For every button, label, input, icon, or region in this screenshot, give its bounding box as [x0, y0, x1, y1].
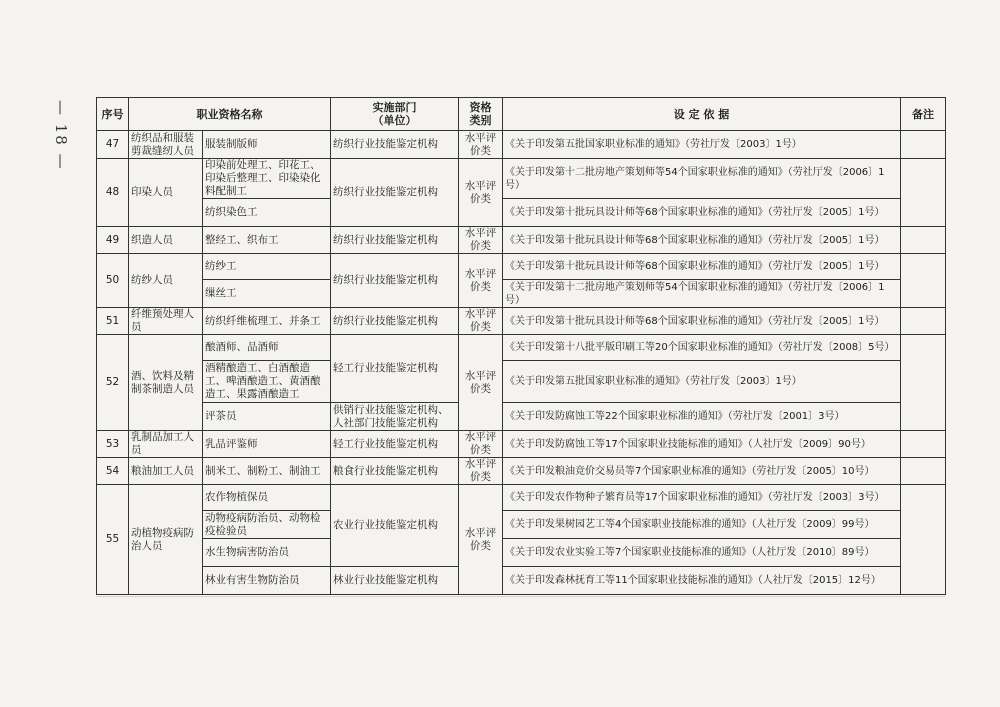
basis: 《关于印发农业实验工等7个国家职业技能标准的通知》（人社厅发〔2010〕89号） — [503, 539, 901, 567]
department: 纺织行业技能鉴定机构 — [331, 227, 459, 254]
note-cell — [901, 308, 946, 335]
header-name: 职业资格名称 — [129, 98, 331, 131]
category: 织造人员 — [129, 227, 203, 254]
occupation: 酿酒师、品酒师 — [203, 335, 331, 361]
row-number: 55 — [97, 485, 129, 595]
basis: 《关于印发第十批玩具设计师等68个国家职业标准的通知》（劳社厅发〔2005〕1号） — [503, 199, 901, 227]
occupation: 水生物病害防治员 — [203, 539, 331, 567]
table-row — [97, 567, 946, 595]
table-row — [97, 254, 946, 280]
basis: 《关于印发第十二批房地产策划师等54个国家职业标准的通知》（劳社厅发〔2006〕1号） — [503, 159, 901, 199]
occupation: 农作物植保员 — [203, 485, 331, 511]
occupation: 动物疫病防治员、动物检疫检验员 — [203, 511, 331, 539]
basis: 《关于印发第十八批平版印刷工等20个国家职业标准的通知》（劳社厅发〔2008〕5号） — [503, 335, 901, 361]
row-number: 50 — [97, 254, 129, 308]
table-row — [97, 361, 946, 403]
qualification-type: 水平评价类 — [459, 335, 503, 431]
qualification-type: 水平评价类 — [459, 458, 503, 485]
basis: 《关于印发第五批国家职业标准的通知》（劳社厅发〔2003〕1号） — [503, 361, 901, 403]
department: 供销行业技能鉴定机构、人社部门技能鉴定机构 — [331, 403, 459, 431]
page-number: — 18 — — [52, 99, 70, 171]
department: 纺织行业技能鉴定机构 — [331, 308, 459, 335]
row-number: 53 — [97, 431, 129, 458]
note-cell — [901, 335, 946, 431]
occupation: 整经工、织布工 — [203, 227, 331, 254]
table-row — [97, 335, 946, 361]
qualification-type: 水平评价类 — [459, 131, 503, 159]
category: 酒、饮料及精制茶制造人员 — [129, 335, 203, 431]
basis: 《关于印发农作物种子繁育员等17个国家职业标准的通知》（劳社厅发〔2003〕3号） — [503, 485, 901, 511]
note-cell — [901, 458, 946, 485]
basis: 《关于印发森林抚育工等11个国家职业技能标准的通知》（人社厅发〔2015〕12号） — [503, 567, 901, 595]
table-row — [97, 403, 946, 431]
faint-bottom-rule — [96, 596, 945, 597]
occupation: 纺织纤维梳理工、并条工 — [203, 308, 331, 335]
note-cell — [901, 227, 946, 254]
row-number: 47 — [97, 131, 129, 159]
department: 农业行业技能鉴定机构 — [331, 485, 459, 567]
basis: 《关于印发第十批玩具设计师等68个国家职业标准的通知》（劳社厅发〔2005〕1号） — [503, 254, 901, 280]
table-row — [97, 308, 946, 335]
header-no: 序号 — [97, 98, 129, 131]
department: 纺织行业技能鉴定机构 — [331, 159, 459, 227]
table-row — [97, 431, 946, 458]
table-row — [97, 539, 946, 567]
occupation: 乳品评鉴师 — [203, 431, 331, 458]
basis: 《关于印发防腐蚀工等22个国家职业标准的通知》（劳社厅发〔2001〕3号） — [503, 403, 901, 431]
table-row — [97, 280, 946, 308]
occupation: 纺织染色工 — [203, 199, 331, 227]
qualification-table — [96, 97, 946, 595]
category: 纺纱人员 — [129, 254, 203, 308]
occupation: 评茶员 — [203, 403, 331, 431]
row-number: 52 — [97, 335, 129, 431]
department: 轻工行业技能鉴定机构 — [331, 431, 459, 458]
basis: 《关于印发第十批玩具设计师等68个国家职业标准的通知》（劳社厅发〔2005〕1号） — [503, 227, 901, 254]
department: 粮食行业技能鉴定机构 — [331, 458, 459, 485]
header-basis: 设 定 依 据 — [503, 98, 901, 131]
occupation: 印染前处理工、印花工、印染后整理工、印染染化料配制工 — [203, 159, 331, 199]
category: 乳制品加工人员 — [129, 431, 203, 458]
table-row — [97, 131, 946, 159]
department: 纺织行业技能鉴定机构 — [331, 254, 459, 308]
table-row — [97, 199, 946, 227]
row-number: 54 — [97, 458, 129, 485]
note-cell — [901, 131, 946, 159]
basis: 《关于印发第五批国家职业标准的通知》（劳社厅发〔2003〕1号） — [503, 131, 901, 159]
table-row — [97, 159, 946, 199]
category: 动植物疫病防治人员 — [129, 485, 203, 595]
department: 纺织行业技能鉴定机构 — [331, 131, 459, 159]
occupation: 制米工、制粉工、制油工 — [203, 458, 331, 485]
qualification-type: 水平评价类 — [459, 431, 503, 458]
department: 林业行业技能鉴定机构 — [331, 567, 459, 595]
note-cell — [901, 254, 946, 308]
header-type: 资格 类别 — [459, 98, 503, 131]
qualification-type: 水平评价类 — [459, 254, 503, 308]
header-dept: 实施部门 （单位） — [331, 98, 459, 131]
note-cell — [901, 159, 946, 227]
table-row — [97, 511, 946, 539]
occupation: 林业有害生物防治员 — [203, 567, 331, 595]
row-number: 49 — [97, 227, 129, 254]
qualification-type: 水平评价类 — [459, 485, 503, 595]
note-cell — [901, 431, 946, 458]
occupation: 服装制版师 — [203, 131, 331, 159]
basis: 《关于印发果树园艺工等4个国家职业技能标准的通知》（人社厅发〔2009〕99号） — [503, 511, 901, 539]
department: 轻工行业技能鉴定机构 — [331, 335, 459, 403]
basis: 《关于印发第十批玩具设计师等68个国家职业标准的通知》（劳社厅发〔2005〕1号） — [503, 308, 901, 335]
basis: 《关于印发粮油竞价交易员等7个国家职业标准的通知》（劳社厅发〔2005〕10号） — [503, 458, 901, 485]
qualification-type: 水平评价类 — [459, 227, 503, 254]
table-header-row — [97, 98, 946, 131]
category: 纺织品和服装剪裁缝纫人员 — [129, 131, 203, 159]
category: 印染人员 — [129, 159, 203, 227]
occupation: 纺纱工 — [203, 254, 331, 280]
row-number: 51 — [97, 308, 129, 335]
occupation: 缫丝工 — [203, 280, 331, 308]
table-row — [97, 458, 946, 485]
qualification-type: 水平评价类 — [459, 308, 503, 335]
category: 粮油加工人员 — [129, 458, 203, 485]
table-row — [97, 227, 946, 254]
occupation: 酒精酿造工、白酒酿造工、啤酒酿造工、黄酒酿造工、果露酒酿造工 — [203, 361, 331, 403]
note-cell — [901, 485, 946, 595]
basis: 《关于印发防腐蚀工等17个国家职业技能标准的通知》（人社厅发〔2009〕90号） — [503, 431, 901, 458]
table-row — [97, 485, 946, 511]
basis: 《关于印发第十二批房地产策划师等54个国家职业标准的通知》（劳社厅发〔2006〕1号） — [503, 280, 901, 308]
header-note: 备注 — [901, 98, 946, 131]
row-number: 48 — [97, 159, 129, 227]
qualification-type: 水平评价类 — [459, 159, 503, 227]
category: 纤维预处理人员 — [129, 308, 203, 335]
